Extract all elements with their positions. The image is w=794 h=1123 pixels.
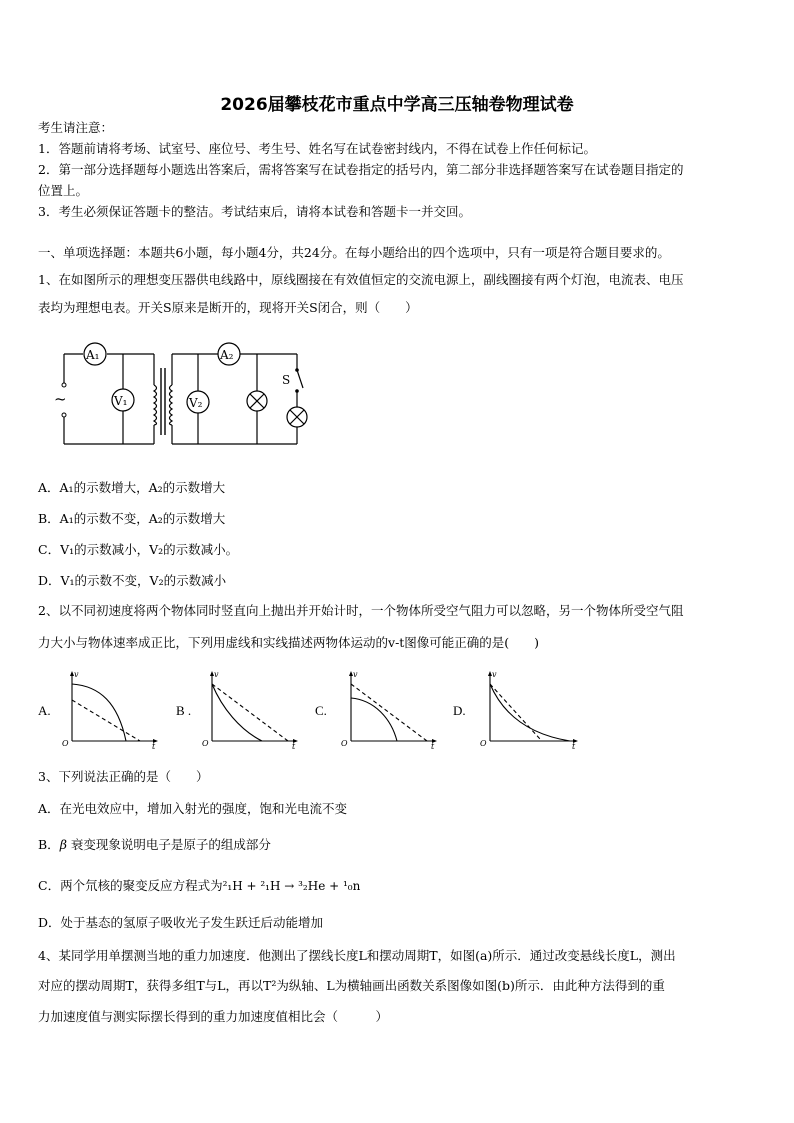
axis-t-label: t [292, 742, 296, 750]
q4-line3: 力加速度值与测实际摆长得到的重力加速度值相比会（ ） [38, 1009, 389, 1024]
ac-source-symbol: ~ [54, 390, 67, 408]
origin-label: O [62, 739, 69, 748]
axis-v-label: v [353, 670, 358, 679]
q1-option-c: C．V₁的示数减小，V₂的示数减小。 [38, 542, 239, 557]
q4-line2: 对应的摆动周期T，获得多组T与L，再以T²为纵轴、L为横轴画出函数关系图像如图(b)所示．由此种方法得到的重 [38, 978, 665, 993]
beta-symbol: β [59, 837, 67, 852]
ammeter-a2-label: A₂ [220, 348, 234, 362]
q2-graph-a-label: A. [38, 703, 51, 718]
axis-t-label: t [152, 742, 156, 750]
notice-item-1: 1．答题前请将考场、试室号、座位号、考生号、姓名写在试卷密封线内，不得在试卷上作任何标记。 [38, 141, 596, 156]
switch-s-label: S [282, 373, 291, 387]
q3-option-c-prefix: C．两个氘核的聚变反应方程式为 [38, 878, 223, 893]
axis-v-label: v [74, 670, 79, 679]
q2-graph-d-label: D. [453, 703, 466, 718]
page-title: 2026届攀枝花市重点中学高三压轴卷物理试卷 [220, 95, 574, 115]
q1-option-a: A．A₁的示数增大，A₂的示数增大 [38, 480, 226, 495]
notice-item-3: 3．考生必须保证答题卡的整洁。考试结束后，请将本试卷和答题卡一并交回。 [38, 204, 471, 219]
q2-line2: 力大小与物体速率成正比，下列用虚线和实线描述两物体运动的v-t图像可能正确的是( ) [38, 635, 540, 650]
q3-option-a: A．在光电效应中，增加入射光的强度，饱和光电流不变 [38, 801, 348, 816]
notice-item-2-cont: 位置上。 [38, 183, 89, 198]
q4-line1: 4、某同学用单摆测当地的重力加速度．他测出了摆线长度L和摆动周期T，如图(a)所示．通过改变悬线长度L，测出 [38, 948, 676, 963]
axis-v-label: v [214, 670, 219, 679]
q2-graph-b-label: B . [176, 703, 192, 718]
q1-line1: 1、在如图所示的理想变压器供电线路中，原线圈接在有效值恒定的交流电源上，副线圈接有两个灯泡，电流表、电压 [38, 272, 684, 287]
q2-graph-c-label: C. [315, 703, 327, 718]
q1-option-b: B．A₁的示数不变，A₂的示数增大 [38, 511, 226, 526]
q2-graph-d [478, 668, 582, 750]
q2-line1: 2、以不同初速度将两个物体同时竖直向上抛出并开始计时，一个物体所受空气阻力可以忽略，另一个物体所受空气阻 [38, 603, 684, 618]
axis-v-label: v [492, 670, 497, 679]
origin-label: O [341, 739, 348, 748]
voltmeter-v2-label: V₂ [189, 396, 203, 410]
fusion-equation: ²₁H + ²₁H → ³₂He + ¹₀n [222, 879, 361, 893]
q2-graph-c [339, 668, 439, 750]
q3-option-c [38, 878, 360, 894]
q3-option-b-text: 衰变现象说明电子是原子的组成部分 [70, 837, 271, 852]
origin-label: O [202, 739, 209, 748]
section-heading: 一、单项选择题：本题共6小题，每小题4分，共24分。在每小题给出的四个选项中，只有一项是符合题目要求的。 [38, 245, 670, 260]
transformer-circuit-diagram [50, 340, 320, 450]
q2-graph-a [60, 668, 160, 750]
axis-t-label: t [572, 742, 576, 750]
voltmeter-v1-label: V₁ [114, 394, 128, 408]
q1-option-d: D．V₁的示数不变，V₂的示数减小 [38, 573, 227, 588]
q1-line2: 表均为理想电表。开关S原来是断开的，现将开关S闭合，则（ ） [38, 300, 418, 315]
q3-option-b [38, 837, 271, 853]
notice-heading: 考生请注意： [38, 120, 114, 135]
q3-option-b-prefix: B． [38, 837, 60, 852]
notice-item-2: 2．第一部分选择题每小题选出答案后，需将答案写在试卷指定的括号内，第二部分非选择题答案写在试卷题目指定的 [38, 162, 684, 177]
q3-stem: 3、下列说法正确的是（ ） [38, 769, 209, 784]
q3-option-d: D．处于基态的氢原子吸收光子发生跃迁后动能增加 [38, 915, 324, 930]
q2-graph-b [200, 668, 300, 750]
axis-t-label: t [431, 742, 435, 750]
origin-label: O [480, 739, 487, 748]
ammeter-a1-label: A₁ [86, 348, 100, 362]
